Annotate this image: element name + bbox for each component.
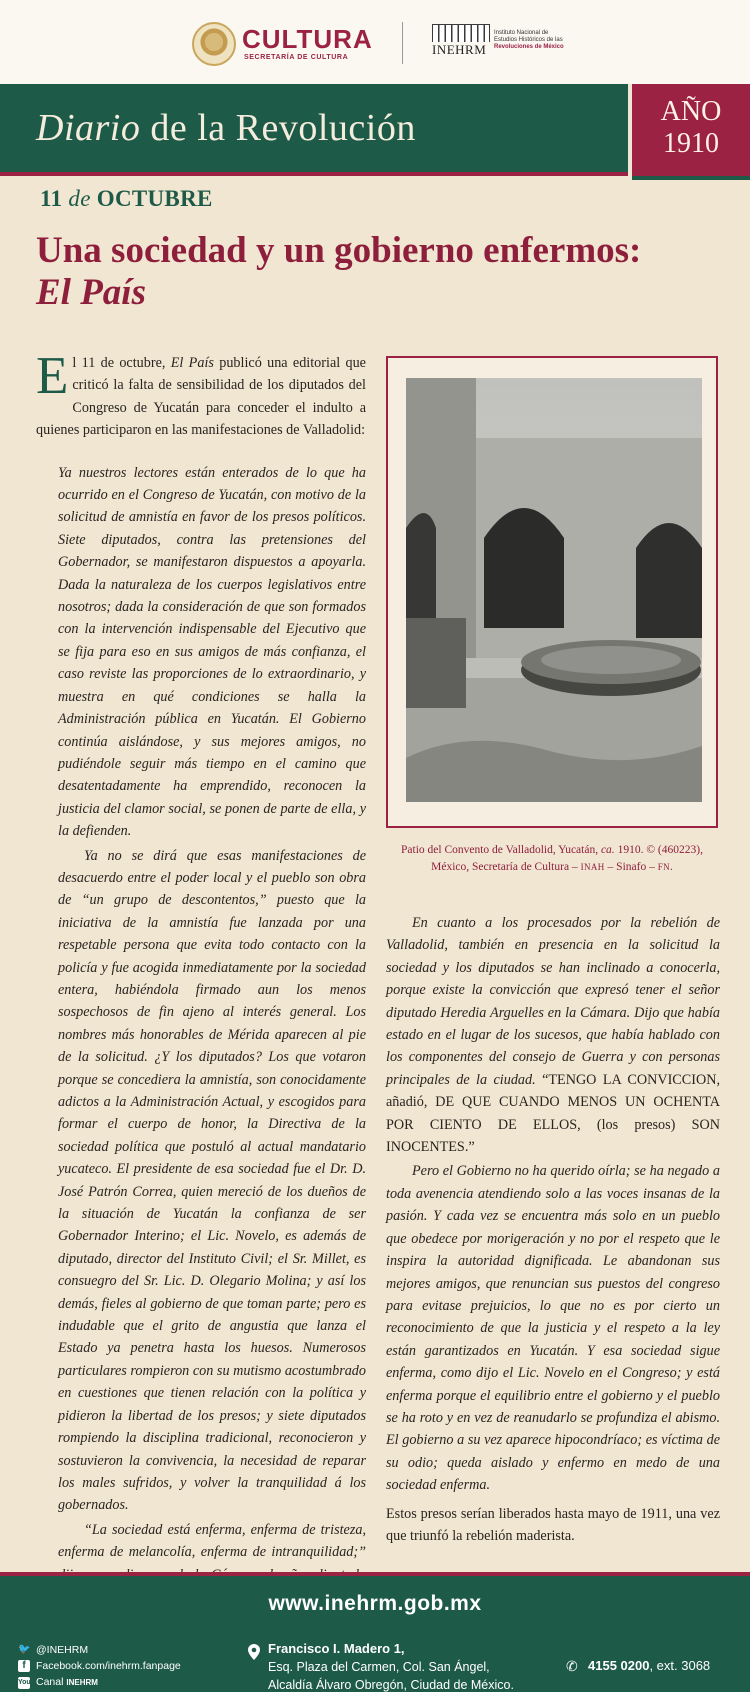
phone-icon: ✆ <box>566 1658 578 1674</box>
series-title-rest: de la Revolución <box>140 107 416 149</box>
facebook-link[interactable] <box>18 1658 181 1674</box>
quote-right-p1-text: En cuanto a los procesados por la rebelión de Valladolid, también en presencia en la solicitud la sociedad y los diputados se han inclinado a conocerla, porque existe la convicción que expresó tener el señor diputado Heredia Arguelles en la Cámara. Dijo que había estado en el lugar de los sucesos, que había hablado con los componentes del consejo de Guerra y con personas principales de la ciudad. <box>386 915 720 1088</box>
building-icon <box>432 24 490 42</box>
quote-right-paragraph-1 <box>386 912 720 1158</box>
year-label: AÑO <box>660 96 722 127</box>
caption-text-c: México, Secretaría de Cultura – <box>431 861 581 873</box>
right-column <box>386 912 720 1547</box>
caption-inah: INAH <box>580 862 605 872</box>
national-seal-icon <box>192 22 236 66</box>
canal-text: Canal <box>36 1676 67 1688</box>
convent-patio-photo[interactable] <box>406 378 702 802</box>
cultura-subtitle: SECRETARÍA DE CULTURA <box>244 54 349 61</box>
inehrm-logo[interactable] <box>432 24 572 64</box>
left-column <box>36 347 366 1655</box>
twitter-link[interactable] <box>18 1642 181 1658</box>
canal-label <box>36 1674 98 1691</box>
newspaper-name: El País <box>170 355 214 371</box>
address-line3: Alcaldía Álvaro Obregón, Ciudad de México. <box>268 1678 514 1692</box>
series-title-band <box>0 84 628 176</box>
phone-main: 4155 0200 <box>588 1658 650 1673</box>
address-line2: Esq. Plaza del Carmen, Col. San Ángel, <box>268 1660 490 1674</box>
phone-ext: , ext. 3068 <box>649 1658 711 1673</box>
drop-cap: E <box>36 347 69 405</box>
quote-paragraph-1: Ya nuestros lectores están enterados de lo que ha ocurrido en el Congreso de Yucatán, con motivo de la solicitud de amnistía en favor de los presos políticos. Siete diputados, contra las pretensiones del Gobernador, se manifestaron dispuestos a apoyarla. Dada la naturaleza de los cuerpos legislativos entre nosotros; dada la consideración de que son formados con la intervención indispensable del Ejecutivo que se fija para eso en sus amigos de más confianza, el caso reviste las proporciones de lo extraordinario, y muestra en qué condiciones se halla la Administración pública en Yucatán. El Gobierno continúa aislándose, y sus mejores amigos, no pudiéndole seguir más tiempo en el camino que desatentadamente ha emprendido, reconocen la justicia del clamor social, se ponen de parte de ella, y la defienden. <box>58 464 366 840</box>
address <box>268 1640 514 1692</box>
canal-name: INEHRM <box>66 1678 98 1687</box>
inehrm-desc-line2: Estudios Históricos de las <box>494 37 563 43</box>
youtube-icon: You <box>18 1677 30 1689</box>
social-links <box>18 1642 181 1691</box>
quote-block-left <box>36 462 366 1654</box>
inehrm-description <box>494 30 584 51</box>
facebook-icon: f <box>18 1660 30 1672</box>
address-line1: Francisco I. Madero 1, <box>268 1641 405 1656</box>
location-pin-icon <box>248 1644 260 1660</box>
facebook-url: Facebook.com/inehrm.fanpage <box>36 1660 181 1672</box>
entry-date <box>40 186 213 212</box>
inehrm-wordmark: INEHRM <box>432 42 487 57</box>
date-de: de <box>68 186 91 211</box>
intro-text-b: publicó una editorial que criticó la falta de sensibilidad de los diputados del Congreso de Yucatán para conceder el indulto a quienes participaron en las manifestaciones de Valladolid: <box>36 355 366 439</box>
series-title <box>36 106 416 150</box>
caption-text-d: – Sinafo – <box>604 861 658 873</box>
closing-paragraph: Estos presos serían liberados hasta mayo de 1911, una vez que triunfó la rebelión maderista. <box>386 1505 720 1544</box>
quote-block-right <box>386 912 720 1497</box>
caption-text-b: 1910. © (460223), <box>614 844 703 856</box>
quote-right-p1-upper: “TENGO LA CONVICCION, añadió, DE QUE CUANDO MENOS UN OCHENTA POR CIENTO DE ELLOS, (los presos) SON INOCENTES.” <box>386 1071 720 1156</box>
photo-frame <box>386 356 718 828</box>
logo-divider <box>402 22 403 64</box>
intro-paragraph <box>36 347 366 442</box>
top-logo-bar <box>0 0 750 84</box>
headline-line2: El País <box>36 272 146 313</box>
caption-ca: ca. <box>600 844 615 856</box>
quote-paragraph-3: “La sociedad está enferma, enferma de tristeza, enferma de melancolía, enferma de intranquilidad;” <box>58 1521 366 1561</box>
date-day: 11 <box>40 186 63 211</box>
intro-text-a: l 11 de octubre, <box>72 355 171 371</box>
footer <box>0 1576 750 1692</box>
headline-line1: Una sociedad y un gobierno enfermos: <box>36 230 642 271</box>
series-title-italic: Diario <box>36 107 141 149</box>
year-badge <box>628 84 750 176</box>
caption-text-a: Patio del Convento de Valladolid, Yucatán, <box>401 844 601 856</box>
inehrm-desc-line1: Instituto Nacional de <box>494 30 549 36</box>
inehrm-desc-line3: Revoluciones de México <box>494 44 564 50</box>
twitter-icon: 🐦 <box>18 1644 31 1655</box>
year-value: 1910 <box>663 128 719 159</box>
photo-caption <box>386 842 718 876</box>
article-headline <box>36 230 716 314</box>
twitter-handle: @INEHRM <box>36 1644 89 1656</box>
photo-illustration <box>406 378 702 802</box>
caption-fn: FN <box>657 862 671 872</box>
quote-paragraph-2: Ya no se dirá que esas manifestaciones de desacuerdo entre el poder local y el pueblo son obra de “un grupo de descontentos,” puesto que la iniciativa de la amnistía fue lanzada por una respetable persona que evita todo contacto con la policía y fue acogida inmediatamente por la sociedad entera, habiéndola firmado aun los menos sospechosos de fin ajeno al interés general. Los nombres más honorables de Mérida aparecen al pie de la solicitud. ¿Y los diputados? Los que votaron porque se concediera la amnistía, son conocidamente adictos a la Administración Actual, y escogidos para formar el cuerpo de honor, la Directiva de la sociedad política que postuló al actual mandatario yucateco. El presidente de esa sociedad fue el Dr. D. José Patrón Correa, quien mereció de los dueños de la situación de Yucatán la confianza de ser Gobernador Interino; el Lic. Novelo, es además de diputado, director del Instituto Civil; el Sr. Millet, es consuegro del Sr. Lic. D. Olegario Molina; y así los demás, fieles al gobierno de que toman parte; pero es indudable que el grito de angustia que lanza el Estado ya penetra hasta los huesos. Numerosos particulares rompieron con su mutismo acostumbrado en cuestiones que tienen relación con la política y pidieron la libertad de los presos; y siete diputados rompiendo la disciplina tradicional, reconocieron y sostuvieron la convivencia, la necesidad de reparar los males sufridos, y volver la tranquilidad á los gobernados. <box>58 847 366 1514</box>
quote-right-paragraph-2: Pero el Gobierno no ha querido oírla; se ha negado a toda avenencia atendiendo solo a las voces insanas de la pasión. Y cada vez se encuentra más solo en un pueblo que obedece por morigeración y no por el respeto que le inspira la autoridad dignificada. Le abandonan sus mejores amigos, que renuncian sus puestos del congreso para evitase prejuicios, lo que no es por cierto un reconocimiento de que la justicia y el respeto a la ley están garantizados en Yucatán. Y esa sociedad sigue enferma, como dijo el Lic. Novelo en el Congreso; y está enferma porque el equilibrio entre el gobierno y el pueblo se ha roto y en vez de reanudarlo se profundiza el abismo. El gobierno a su vez aparece hipocondríaco; es víctima de su odio; queda aislado y enfermo en medo de una sociedad enferma. <box>386 1163 720 1494</box>
cultura-logo[interactable] <box>192 20 382 66</box>
website-link[interactable]: www.inehrm.gob.mx <box>268 1592 482 1615</box>
cultura-wordmark: CULTURA <box>242 24 373 54</box>
date-month: OCTUBRE <box>96 186 213 211</box>
youtube-link[interactable] <box>18 1674 181 1691</box>
phone-number[interactable] <box>588 1658 710 1673</box>
caption-text-e: . <box>670 861 673 873</box>
